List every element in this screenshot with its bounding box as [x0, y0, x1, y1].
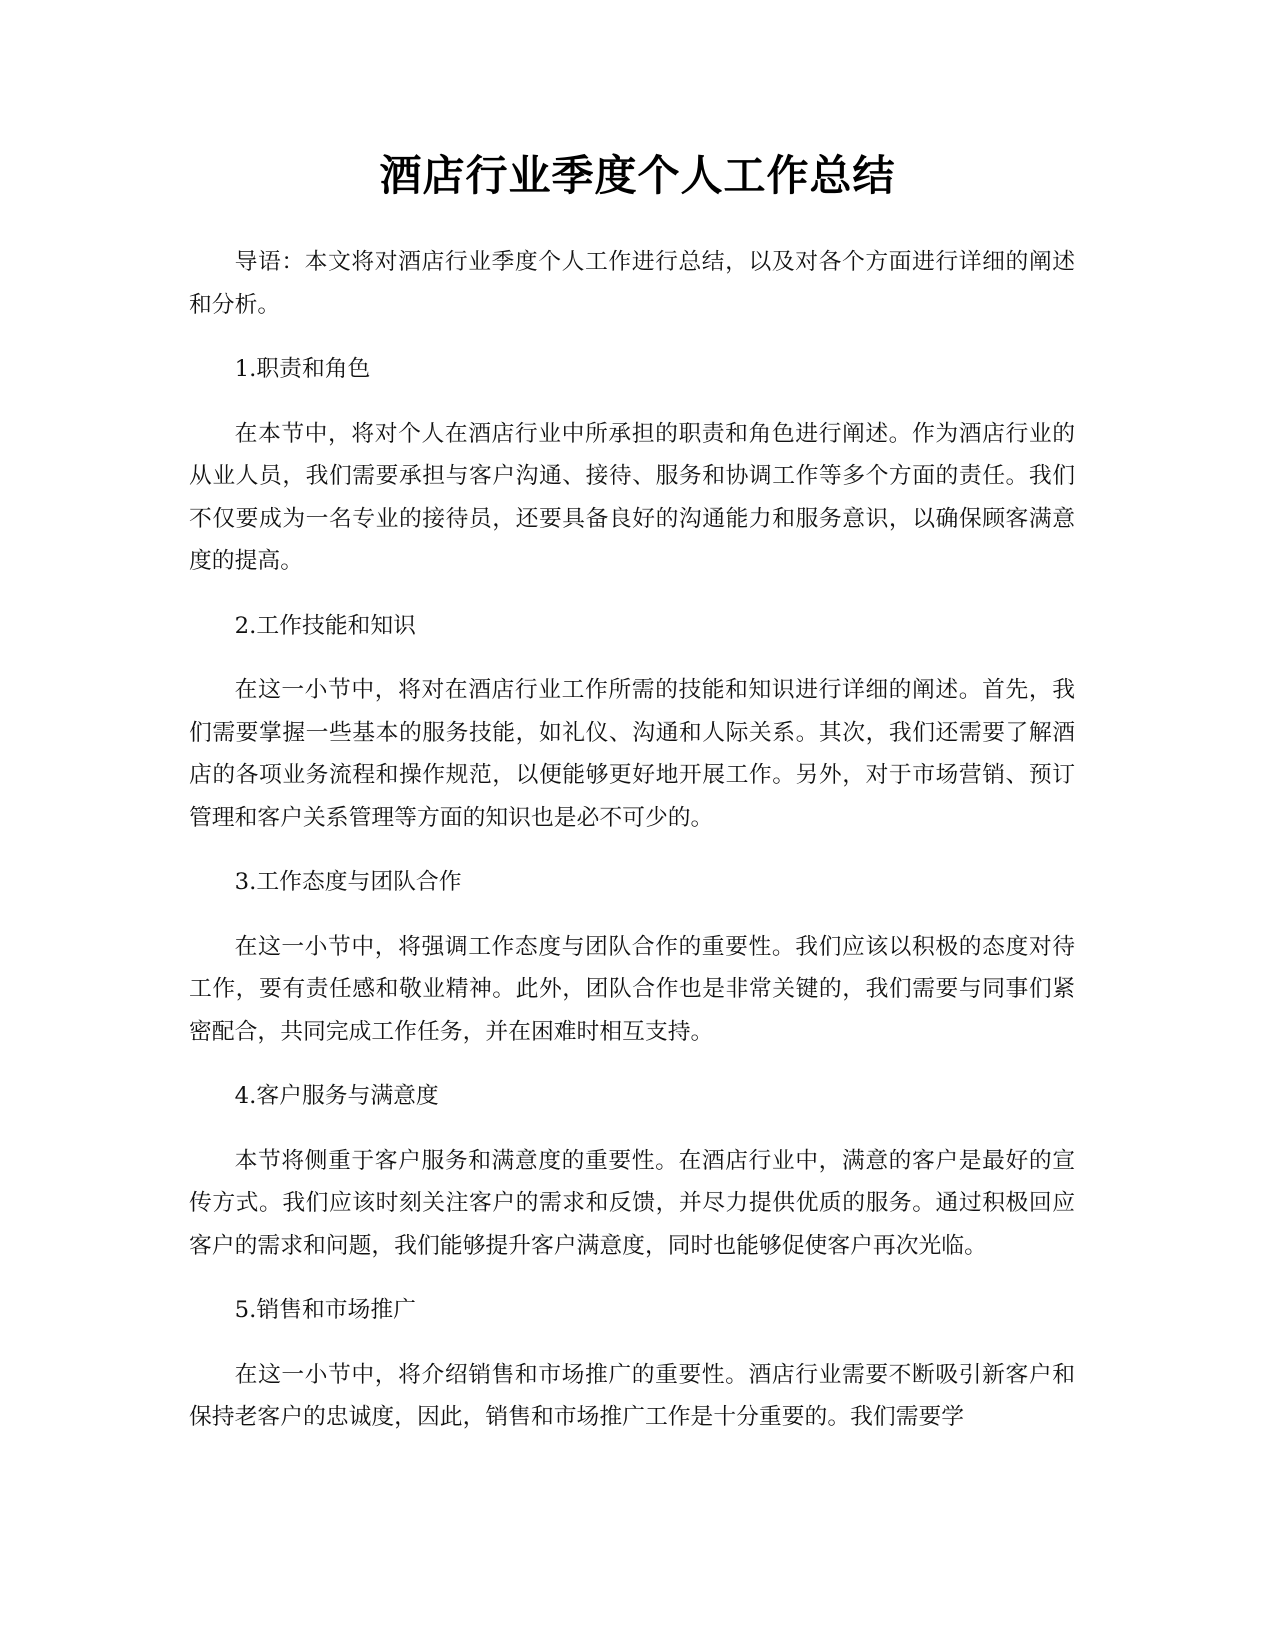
- section-4-heading: 4.客户服务与满意度: [234, 1083, 439, 1109]
- section-3-body: 在这一小节中，将强调工作态度与团队合作的重要性。我们应该以积极的态度对待工作，要有责任感和敬业精神。此外，团队合作也是非常关键的，我们需要与同事们紧密配合，共同完成工作任务，并在困难时相互支持。: [189, 933, 1075, 1045]
- section-1-body: 在本节中，将对个人在酒店行业中所承担的职责和角色进行阐述。作为酒店行业的从业人员，我们需要承担与客户沟通、接待、服务和协调工作等多个方面的责任。我们不仅要成为一名专业的接待员，还要具备良好的沟通能力和服务意识，以确保顾客满意度的提高。: [189, 420, 1075, 574]
- section-4-body: 本节将侧重于客户服务和满意度的重要性。在酒店行业中，满意的客户是最好的宣传方式。我们应该时刻关注客户的需求和反馈，并尽力提供优质的服务。通过积极回应客户的需求和问题，我们能够提升客户满意度，同时也能够促使客户再次光临。: [189, 1147, 1075, 1259]
- section-2-heading: 2.工作技能和知识: [234, 612, 416, 639]
- section-1-heading: 1.职责和角色: [234, 356, 371, 382]
- intro-paragraph: 导语：本文将对酒店行业季度个人工作进行总结，以及对各个方面进行详细的阐述和分析。: [189, 249, 1075, 318]
- section-2-body: 在这一小节中，将对在酒店行业工作所需的技能和知识进行详细的阐述。首先，我们需要掌握一些基本的服务技能，如礼仪、沟通和人际关系。其次，我们还需要了解酒店的各项业务流程和操作规范，以便能够更好地开展工作。另外，对于市场营销、预订管理和客户关系管理等方面的知识也是必不可少的。: [189, 677, 1075, 831]
- document-title: 酒店行业季度个人工作总结: [379, 151, 896, 200]
- section-5-body: 在这一小节中，将介绍销售和市场推广的重要性。酒店行业需要不断吸引新客户和保持老客户的忠诚度，因此，销售和市场推广工作是十分重要的。我们需要学: [189, 1361, 1075, 1430]
- section-3-heading: 3.工作态度与团队合作: [234, 869, 462, 895]
- document-body: [189, 241, 1075, 1461]
- section-5-heading: 5.销售和市场推广: [234, 1297, 416, 1323]
